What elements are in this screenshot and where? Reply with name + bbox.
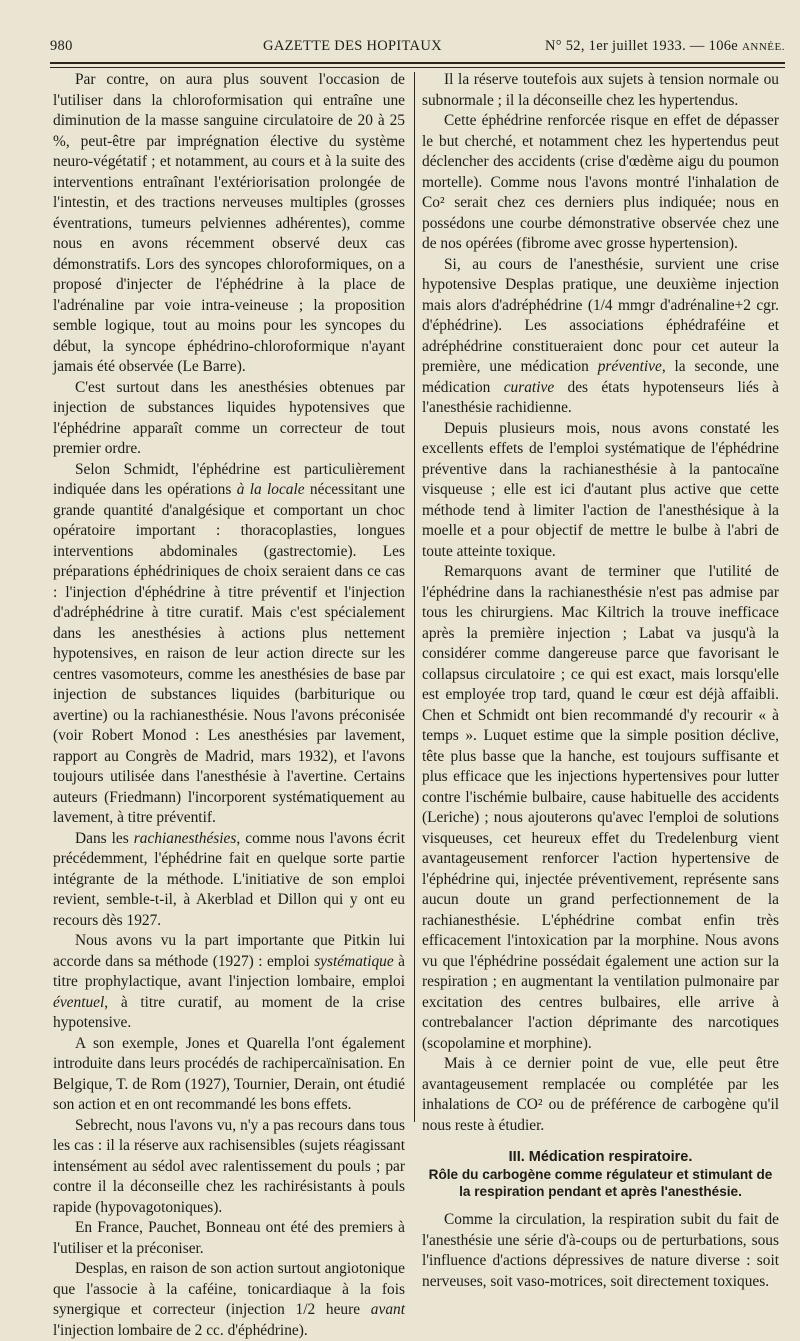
paragraph-text: Nous avons vu la part importante que Pitkin lui accorde dans sa méthode (1927) : emploi [53, 932, 405, 970]
paragraph [53, 70, 405, 378]
right-column [422, 70, 779, 1292]
italic-text: systématique [314, 952, 394, 970]
paragraph-text: Cette éphédrine renforcée risque en effet de dépasser le but cherché, et notamment chez les hypertendus peut déclencher des accidents (crise d'œdème aigu du poumon mortelle). Comme nous l'avons montré l'inhalation de Co² serait chez ces derniers plus indiquée; nous en possédons une courbe démonstrative observée chez une de nos opérées (fibrome avec grosse hypertension). [422, 112, 779, 252]
paragraph-text: des états hypotenseurs liés à l'anesthésie rachidienne. [422, 378, 779, 416]
issue-year-label: ANNÉE. [741, 41, 785, 53]
page-number: 980 [50, 38, 73, 54]
column-divider [414, 72, 415, 1122]
paragraph [422, 111, 779, 255]
section-heading [422, 1148, 779, 1200]
paragraph-text: Mais à ce dernier point de vue, elle peut être avantageusement remplacée ou complétée par les inhalations de CO² ou de préférence de carbogène qu'il nous reste à étudier. [422, 1055, 779, 1134]
section-number: III. Médication respiratoire. [508, 1149, 693, 1165]
paragraph-text: Il la réserve toutefois aux sujets à tension normale ou subnormale ; il la déconseille chez les hypertendus. [422, 71, 779, 109]
paragraph [422, 1054, 779, 1136]
paragraph-text: , comme nous l'avons écrit précédemment, l'éphédrine fait en quelque sorte partie intégrante de la méthode. L'initiative de son emploi revient, semble-t-il, à Akerblad et Dillon qui y ont eu recours dès 1927. [53, 829, 405, 929]
paragraph-text: Selon Schmidt, l'éphédrine est particulièrement indiquée dans les opérations [53, 460, 405, 498]
paragraph [53, 931, 405, 1034]
paragraph-text: Sebrecht, nous l'avons vu, n'y a pas recours dans tous les cas : il la réserve aux rachisensibles (sujets réagissant intensément au sédol avec ralentissement du pouls ; par contre il la déconseille chez les rachirésistants à pouls rapide (hypovagotoniques). [53, 1116, 405, 1216]
paragraph [53, 1034, 405, 1116]
issue-date: N° 52, 1er juillet 1933. — 106e [544, 38, 742, 54]
paragraph [53, 460, 405, 829]
paragraph-text: Par contre, on aura plus souvent l'occasion de l'utiliser dans la chloroformisation qui entraîne une diminution de la masse sanguine circulatoire de 20 à 25 %, peut-être par imprégnation élective du système neuro-végétatif ; et notamment, au cours et à la suite des interventions entraînant l'extériorisation prolongée de l'intestin, et des tractions nerveuses multiples (grosses éventrations, tumeurs pelviennes adhérentes), comme nous en avons récemment observé deux cas démonstratifs. Lors des syncopes chloroformiques, on a proposé d'injecter de l'éphédrine à la place de l'adrénaline par voie intra-veineuse ; la proposition semble logique, tout au moins pour les syncopes du début, la syncope éphédrino-chloroformique n'ayant jamais été observée (Le Barre). [53, 71, 405, 375]
paragraph-text: Si, au cours de l'anesthésie, survient une crise hypotensive Desplas pratique, une deuxième injection mais alors d'adréphédrine (1/4 mmgr d'adrénaline+2 cgr. d'éphédrine). Les associations éphédraféine et adréphédrine constitueraient donc pour cet auteur la première, une médication [422, 255, 779, 375]
paragraph [422, 255, 779, 419]
page-header [50, 38, 785, 60]
paragraph [53, 1259, 405, 1341]
paragraph [422, 1210, 779, 1292]
header-rule-thick [50, 62, 785, 64]
paragraph-text: Desplas, en raison de son action surtout angiotonique que l'associe à la caféine, tonicardiaque à la fois synergique et correcteur (injection 1/2 heure [53, 1260, 405, 1318]
paragraph-text: , la seconde, une médication [422, 358, 779, 396]
italic-text: éventuel [53, 993, 105, 1011]
header-rule-thin [50, 67, 785, 68]
paragraph [422, 419, 779, 563]
section-subtitle: Rôle du carbogène comme régulateur et stimulant de la respiration pendant et après l'anesthésie. [428, 1167, 773, 1199]
italic-text: rachianesthésies [133, 829, 237, 847]
paragraph [53, 1218, 405, 1259]
right-column-continuation [422, 1210, 779, 1292]
paragraph-text: à titre prophylactique, avant l'injection lombaire, emploi [53, 952, 405, 990]
paragraph-text: , à titre curatif, au moment de la crise hypotensive. [53, 993, 405, 1031]
italic-text: préventive [597, 358, 662, 375]
paragraph [53, 829, 405, 932]
paragraph-text: l'injection lombaire de 2 cc. d'éphédrine). [53, 1321, 308, 1339]
paragraph [53, 378, 405, 460]
italic-text: à la locale [236, 481, 305, 498]
paragraph-text: Depuis plusieurs mois, nous avons constaté les excellents effets de l'emploi systématique de l'éphédrine préventive dans la rachianesthésie à la pantocaïne visqueuse ; elle est ici d'autant plus active que cette méthode tend à limiter l'action de l'anesthésique à la moelle et a pour objectif de mettre le bulbe à l'abri de toute atteinte toxique. [422, 419, 779, 560]
paragraph-text: Comme la circulation, la respiration subit du fait de l'anesthésie une série d'à-coups ou de perturbations, sous l'influence d'actions dépressives de nature diverse : soit nerveuses, soit vaso-motrices, soit directement toxiques. [422, 1211, 779, 1290]
paragraph-text: nécessitant une grande quantité d'analgésique et comportant un choc opératoire important : thoracoplasties, longues interventions abdominales (gastrectomie). Les préparations éphédriniques de choix seraient dans ce cas : l'injection d'éphédrine à titre préventif et l'injection d'adréphédrine à titre curatif. Mais c'est spécialement dans les anesthésies à actions plus nettement hypotensives, en raison de leur action directe sur les centres vasomoteurs, comme les anesthésies de base par injection de substances liquides (barbiturique ou avertine) ou la rachianesthésie. Nous l'avons préconisée (voir Robert Monod : Les anesthésies par lavement, rapport au Congrès de Madrid, mars 1932), et l'avons toujours utilisée dans l'anesthésie à l'avertine. Certains auteurs (Friedmann) l'incorporent systématiquement au lavement, à titre préventif. [53, 481, 405, 826]
issue-info [545, 38, 785, 55]
italic-text: curative [503, 378, 555, 396]
paragraph-text: A son exemple, Jones et Quarella l'ont également introduite dans leurs procédés de rachipercaïnisation. En Belgique, T. de Rom (1927), Tournier, Derain, ont étudié son action et en ont recommandé les bons effets. [53, 1034, 405, 1113]
right-column-body [422, 70, 779, 1136]
left-column [53, 70, 405, 1341]
paragraph [422, 562, 779, 1054]
italic-text: avant [370, 1301, 405, 1318]
journal-title: GAZETTE DES HOPITAUX [263, 38, 442, 54]
paragraph [53, 1116, 405, 1219]
paragraph-text: En France, Pauchet, Bonneau ont été des premiers à l'utiliser et la préconiser. [53, 1219, 405, 1257]
paragraph-text: C'est surtout dans les anesthésies obtenues par injection de substances liquides hypotensives que l'éphédrine apparaît comme un correcteur de tout premier ordre. [53, 378, 405, 457]
paragraph-text: Remarquons avant de terminer que l'utilité de l'éphédrine dans la rachianesthésie n'est pas admise par tous les chirurgiens. Mac Kiltrich la trouve inefficace après la première injection ; Labat va jusqu'à la considérer comme dangereuse parce que favorisant le collapsus circulatoire ; ce qui est exact, mais lorsqu'elle est employée trop tard, quand le cœur est déjà affaibli. Chen et Schmidt ont bien recommandé d'y recourir « à temps ». Luquet estime que la simple position déclive, tête plus basse que la hanche, est toujours suffisante et plus efficace que les injections hypertensives pour lutter contre l'ischémie bulbaire, cause habituelle des accidents (Leriche) ; nous ajouterons qu'avec l'emploi de solutions visqueuses, cet heureux effet du Tredelenburg vient avantageusement renforcer l'action hypertensive de l'éphédrine qui, injectée préventivement, représente sans aucun doute un grand perfectionnement de la rachianesthésie. L'éphédrine combat enfin très efficacement l'intoxication par la morphine. Nous avons vu que l'éphédrine possédait également une action sur la respiration ; en augmentant la ventilation pulmonaire par excitation des centres bulbaires, elle arrive à contrebalancer l'action déprimante des narcotiques (scopolamine et morphine). [422, 563, 779, 1052]
paragraph-text: Dans les [75, 829, 134, 847]
paragraph [422, 70, 779, 111]
